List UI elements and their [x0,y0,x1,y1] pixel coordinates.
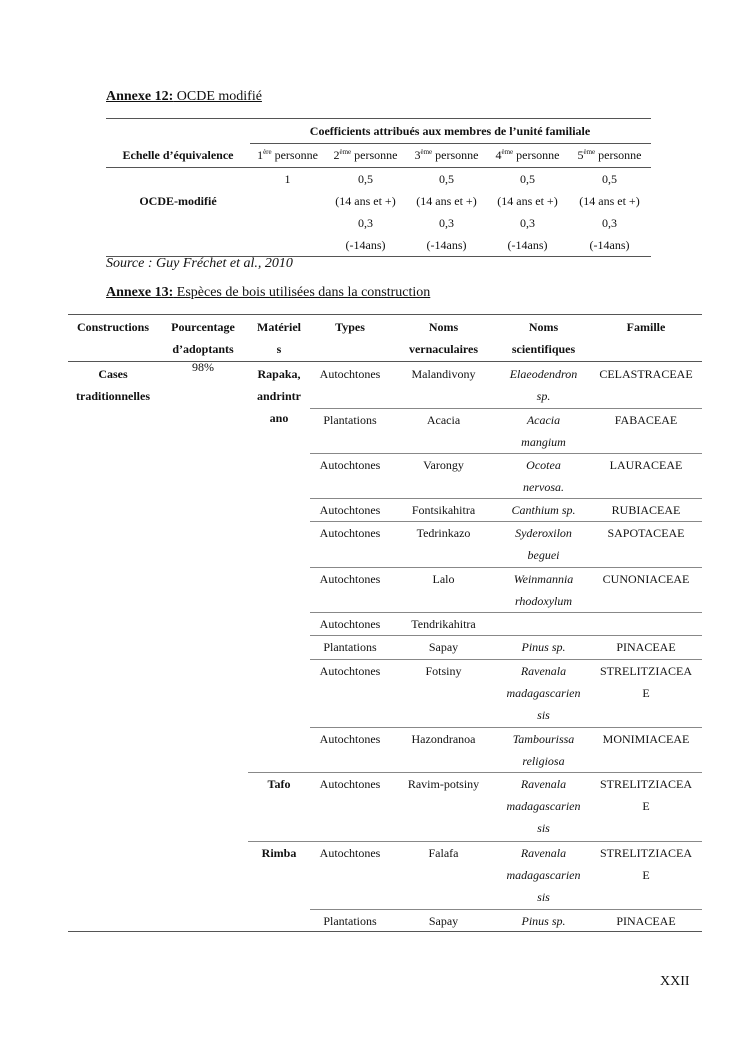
coefficient-column [406,168,487,256]
column-header [248,316,310,360]
row-family [590,454,702,476]
column-header [68,316,158,338]
row-scientific-name [497,660,590,726]
column-header [590,316,702,338]
row-scientific-name [497,728,590,772]
row-scientific-name [497,499,590,521]
coefficient-value: (-14ans) [426,238,467,252]
row-type: Autochtones [319,367,381,381]
family-line: E [642,686,650,700]
scientific-name-line: Canthium sp. [511,503,576,517]
column-header-line: scientifiques [511,342,576,356]
row-vernacular-name: Ravim-potsiny [407,777,480,791]
family-line: RUBIACEAE [611,503,681,517]
row-type: Autochtones [319,846,381,860]
row-scientific-name [497,773,590,839]
person-word: personne [595,148,642,162]
family-line: CUNONIACEAE [602,572,690,586]
column-header-line: s [276,342,282,356]
row-family [590,522,702,544]
family-line: STRELITZIACEA [600,664,692,678]
row-vernacular-name: Sapay [428,640,459,654]
person-superscript: ème [339,148,352,156]
scientific-name-line: Ravenala [520,777,567,791]
row-scientific-name [497,568,590,612]
person-number: 4 [495,148,502,162]
row-family [590,842,702,886]
row-family [590,499,702,521]
row-type: Plantations [323,914,377,928]
column-header-line: Types [335,320,365,334]
row-scientific-name [497,842,590,908]
annexe13-top-rule [68,314,702,315]
column-header-line: Matériel [257,320,301,334]
row-vernacular-name: Acacia [426,413,461,427]
coefficient-value: 0,5 [602,172,617,186]
family-line: E [642,868,650,882]
person-superscript: ème [501,148,514,156]
coefficient-column [487,168,568,256]
column-header-line: Pourcentage [171,320,235,334]
scientific-name-line: Tambourissa [512,732,575,746]
scientific-name-line: Ocotea [526,458,561,472]
scientific-name-line: sis [537,821,550,835]
coefficient-column [568,168,651,256]
construction-cell: Cases traditionnelles [76,367,150,403]
row-family [590,728,702,750]
material-line: Tafo [267,777,291,791]
page-number: XXII [660,974,690,989]
person-header [250,144,325,166]
person-superscript: ème [420,148,433,156]
row-family [590,636,702,658]
family-line: FABACEAE [614,413,678,427]
material-line: Rapaka, [257,367,301,381]
annexe12-row-label: OCDE-modifié [139,194,217,208]
scientific-name-line: madagascarien [506,799,581,813]
row-vernacular-name: Fotsiny [425,664,462,678]
row-type: Autochtones [319,458,381,472]
row-scientific-name [497,454,590,498]
family-line: STRELITZIACEA [600,777,692,791]
scientific-name-line: Syderoxilon [515,526,572,540]
row-type: Autochtones [319,526,381,540]
scientific-name-line: madagascarien [506,686,581,700]
column-header-line: Noms [528,320,559,334]
person-header [568,144,651,166]
coefficient-value: (-14ans) [589,238,630,252]
scientific-name-line: Acacia [526,413,561,427]
coefficient-value: (-14ans) [507,238,548,252]
row-scientific-name [497,522,590,566]
scientific-name-line: Pinus sp. [521,640,566,654]
coefficient-value: 0,3 [358,216,373,230]
scientific-name-line: nervosa. [523,480,564,494]
annexe13-heading [106,285,430,301]
row-family [590,660,702,704]
annexe12-title: OCDE modifié [173,89,262,104]
person-number: 3 [414,148,421,162]
person-header [325,144,406,166]
coefficient-value: (14 ans et +) [416,194,477,208]
column-header [390,316,497,360]
coefficient-value: 0,3 [439,216,454,230]
annexe12-top-rule [106,118,651,119]
person-number: 2 [333,148,340,162]
annexe13-title: Espèces de bois utilisées dans la construction [173,285,431,300]
row-scientific-name [497,363,590,407]
row-vernacular-name: Varongy [423,458,464,472]
coefficient-value: 0,5 [358,172,373,186]
coefficient-value: 0,5 [520,172,535,186]
percentage-cell: 98% [192,360,214,374]
annexe13-bottom-rule [68,931,702,932]
material-line: ano [269,411,289,425]
scientific-name-line: mangium [521,435,566,449]
material-cell [248,842,310,864]
coefficient-value: 0,3 [520,216,535,230]
row-scientific-name [497,409,590,453]
scientific-name-line: Weinmannia [513,572,574,586]
family-line: LAURACEAE [609,458,683,472]
column-header-line: d’adoptants [172,342,234,356]
scientific-name-line: rhodoxylum [514,594,573,608]
person-number: 5 [577,148,584,162]
row-type: Autochtones [319,777,381,791]
scientific-name-line: Elaeodendron [509,367,578,381]
family-line: MONIMIACEAE [602,732,690,746]
row-vernacular-name: Fontsikahitra [411,503,476,517]
scientific-name-line: Pinus sp. [521,914,566,928]
family-line: STRELITZIACEA [600,846,692,860]
row-vernacular-name: Sapay [428,914,459,928]
row-family [590,409,702,431]
scientific-name-line: beguei [527,548,560,562]
family-line: PINACEAE [616,640,676,654]
row-family [590,363,702,385]
annexe12-row-header: Echelle d’équivalence [122,148,234,162]
material-cell [248,363,310,429]
coefficient-value: (14 ans et +) [335,194,396,208]
column-header [310,316,390,338]
person-superscript: ème [583,148,596,156]
scientific-name-line: sis [537,708,550,722]
annexe13-label: Annexe 13: [106,285,174,300]
row-type: Plantations [323,640,377,654]
column-header-line: Constructions [76,320,149,334]
person-word: personne [271,148,318,162]
column-header-line: Famille [626,320,666,334]
family-line: PINACEAE [616,914,676,928]
family-line: SAPOTACEAE [607,526,685,540]
row-type: Autochtones [319,732,381,746]
person-word: personne [351,148,398,162]
family-line: E [642,799,650,813]
column-header-line: vernaculaires [408,342,479,356]
row-vernacular-name: Lalo [432,572,455,586]
coefficient-value: (14 ans et +) [497,194,558,208]
material-line: andrintr [256,389,301,403]
row-vernacular-name: Falafa [428,846,459,860]
coefficient-value: 0,5 [439,172,454,186]
row-vernacular-name: Tendrikahitra [411,617,476,631]
row-scientific-name [497,636,590,658]
material-line: Rimba [261,846,297,860]
scientific-name-line: madagascarien [506,868,581,882]
annexe12-source: Source : Guy Fréchet et al., 2010 [106,256,293,271]
person-header [487,144,568,166]
annexe12-label: Annexe 12: [106,89,174,104]
person-word: personne [432,148,479,162]
row-type: Plantations [323,413,377,427]
row-family [590,568,702,590]
scientific-name-line: religiosa [522,754,565,768]
person-header [406,144,487,166]
row-vernacular-name: Tedrinkazo [416,526,471,540]
column-header [497,316,590,360]
material-cell [248,773,310,795]
coefficient-value: 0,3 [602,216,617,230]
coefficient-value: (14 ans et +) [579,194,640,208]
coefficient-column [325,168,406,256]
scientific-name-line: Ravenala [520,846,567,860]
scientific-name-line: sis [537,890,550,904]
annexe12-heading [106,89,262,105]
column-header [158,316,248,360]
person-number: 1 [257,148,264,162]
row-vernacular-name: Malandivony [411,367,476,381]
scientific-name-line: Ravenala [520,664,567,678]
row-family [590,910,702,932]
row-type: Autochtones [319,503,381,517]
row-type: Autochtones [319,617,381,631]
person-superscript: ère [263,148,272,156]
person-word: personne [513,148,560,162]
row-vernacular-name: Hazondranoa [411,732,476,746]
scientific-name-line: sp. [536,389,551,403]
row-family [590,773,702,817]
annexe12-group-header: Coefficients attribués aux membres de l’unité familiale [309,124,591,138]
row-type: Autochtones [319,572,381,586]
row-scientific-name [497,910,590,932]
row-type: Autochtones [319,664,381,678]
column-header-line: Noms [428,320,459,334]
annexe12-first-value: 1 [284,172,291,186]
family-line: CELASTRACEAE [599,367,693,381]
coefficient-value: (-14ans) [345,238,386,252]
